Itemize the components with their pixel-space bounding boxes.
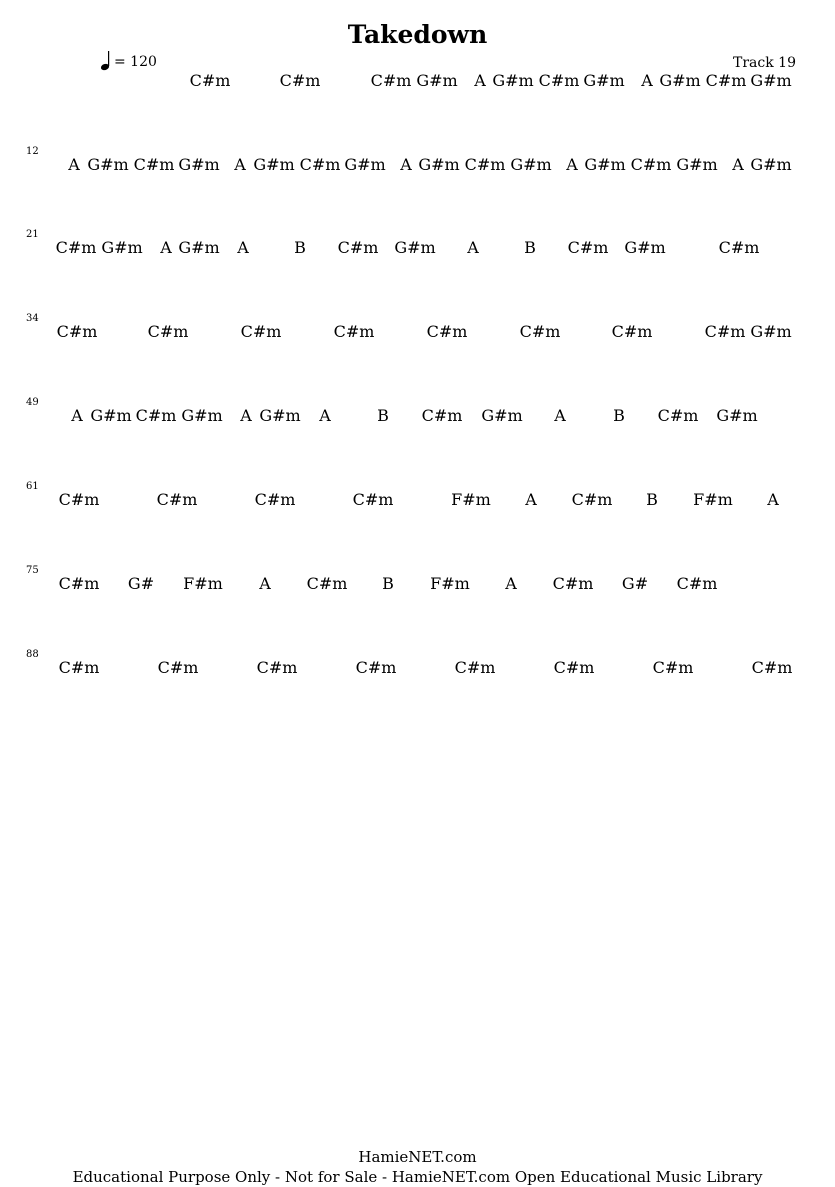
chord-symbol: G#m <box>510 155 552 174</box>
chord-symbol: C#m <box>156 490 198 509</box>
chord-symbol: C#m <box>751 658 793 677</box>
chord-symbol: C#m <box>704 322 746 341</box>
quarter-note-icon <box>100 50 114 72</box>
footer <box>0 1147 835 1187</box>
chord-symbol: C#m <box>58 658 100 677</box>
chord-symbol: A <box>505 574 517 593</box>
tempo-value: = 120 <box>114 54 157 70</box>
track-label: Track 19 <box>733 55 796 71</box>
chord-symbol: F#m <box>183 574 223 593</box>
chord-symbol: C#m <box>571 490 613 509</box>
chord-symbol: A <box>467 238 479 257</box>
chord-symbol: C#m <box>157 658 199 677</box>
chord-symbol: A <box>767 490 779 509</box>
chord-symbol: C#m <box>299 155 341 174</box>
chord-symbol: C#m <box>370 71 412 90</box>
chord-system <box>0 229 835 278</box>
chord-symbol: G#m <box>584 155 626 174</box>
chord-symbol: G#m <box>750 155 792 174</box>
chord-symbol: G#m <box>481 406 523 425</box>
chord-symbol: C#m <box>652 658 694 677</box>
chord-symbol: C#m <box>135 406 177 425</box>
chord-symbol: C#m <box>256 658 298 677</box>
measure-number: 49 <box>26 397 39 408</box>
chord-symbol: G#m <box>716 406 758 425</box>
chord-symbol: C#m <box>657 406 699 425</box>
chord-symbol: C#m <box>189 71 231 90</box>
chord-symbol: C#m <box>538 71 580 90</box>
chord-symbol: C#m <box>279 71 321 90</box>
chord-symbol: G#m <box>259 406 301 425</box>
chord-symbol: C#m <box>352 490 394 509</box>
chord-symbol: G# <box>127 574 155 593</box>
chord-symbol: G#m <box>253 155 295 174</box>
chord-symbol: G#m <box>101 238 143 257</box>
chord-symbol: G#m <box>344 155 386 174</box>
chord-symbol: C#m <box>56 322 98 341</box>
chord-symbol: C#m <box>553 658 595 677</box>
measure-number: 21 <box>26 229 39 240</box>
chord-symbol: A <box>259 574 271 593</box>
chord-symbol: B <box>524 238 536 257</box>
chord-symbol: B <box>613 406 625 425</box>
chord-system <box>0 71 835 111</box>
chord-symbol: G#m <box>750 322 792 341</box>
chord-symbol: C#m <box>552 574 594 593</box>
chord-symbol: C#m <box>306 574 348 593</box>
chord-symbol: G#m <box>416 71 458 90</box>
chord-symbol: C#m <box>337 238 379 257</box>
measure-number: 75 <box>26 565 39 576</box>
chord-symbol: A <box>400 155 412 174</box>
measure-number: 12 <box>26 146 39 157</box>
chord-system <box>0 146 835 195</box>
chord-system <box>0 397 835 446</box>
chord-symbol: G#m <box>659 71 701 90</box>
chord-symbol: G#m <box>418 155 460 174</box>
chord-symbol: C#m <box>630 155 672 174</box>
chord-symbol: G#m <box>87 155 129 174</box>
chord-symbol: A <box>525 490 537 509</box>
chord-symbol: G#m <box>624 238 666 257</box>
chord-symbol: B <box>294 238 306 257</box>
footer-site: HamieNET.com <box>358 1148 477 1166</box>
chord-symbol: C#m <box>55 238 97 257</box>
chord-symbol: C#m <box>426 322 468 341</box>
measure-number: 61 <box>26 481 39 492</box>
chord-symbol: G#m <box>750 71 792 90</box>
chord-symbol: C#m <box>333 322 375 341</box>
measure-number: 88 <box>26 649 39 660</box>
chord-symbol: C#m <box>58 574 100 593</box>
chord-symbol: B <box>382 574 394 593</box>
chord-symbol: C#m <box>58 490 100 509</box>
chord-symbol: C#m <box>147 322 189 341</box>
chord-symbol: A <box>566 155 578 174</box>
chord-symbol: G#m <box>181 406 223 425</box>
chord-system <box>0 481 835 530</box>
footer-notice: Educational Purpose Only - Not for Sale - HamieNET.com Open Educational Music Library <box>72 1168 763 1186</box>
chord-symbol: C#m <box>464 155 506 174</box>
chord-symbol: C#m <box>519 322 561 341</box>
chord-symbol: A <box>474 71 486 90</box>
chord-symbol: A <box>160 238 172 257</box>
song-title: Takedown <box>347 20 488 49</box>
chord-symbol: G#m <box>90 406 132 425</box>
chord-symbol: G#m <box>178 155 220 174</box>
chord-symbol: A <box>554 406 566 425</box>
measure-number: 34 <box>26 313 39 324</box>
chord-symbol: F#m <box>430 574 470 593</box>
chord-symbol: F#m <box>451 490 491 509</box>
chord-symbol: B <box>646 490 658 509</box>
chord-symbol: A <box>319 406 331 425</box>
chord-symbol: C#m <box>254 490 296 509</box>
chord-symbol: G#m <box>676 155 718 174</box>
chord-system <box>0 649 835 698</box>
chord-symbol: G#m <box>583 71 625 90</box>
chord-symbol: C#m <box>454 658 496 677</box>
chord-symbol: C#m <box>240 322 282 341</box>
chord-symbol: A <box>71 406 83 425</box>
chord-symbol: C#m <box>133 155 175 174</box>
chord-symbol: A <box>732 155 744 174</box>
chord-symbol: B <box>377 406 389 425</box>
chord-symbol: A <box>240 406 252 425</box>
chord-symbol: C#m <box>611 322 653 341</box>
chord-symbol: A <box>641 71 653 90</box>
chord-system <box>0 313 835 362</box>
chord-symbol: C#m <box>355 658 397 677</box>
chord-symbol: A <box>237 238 249 257</box>
chord-symbol: C#m <box>567 238 609 257</box>
chord-system <box>0 565 835 614</box>
chord-symbol: C#m <box>676 574 718 593</box>
chord-symbol: A <box>68 155 80 174</box>
chord-symbol: G#m <box>394 238 436 257</box>
chord-symbol: C#m <box>421 406 463 425</box>
chord-symbol: G#m <box>178 238 220 257</box>
chord-symbol: F#m <box>693 490 733 509</box>
chord-symbol: C#m <box>705 71 747 90</box>
chord-symbol: A <box>234 155 246 174</box>
chord-symbol: C#m <box>718 238 760 257</box>
chord-symbol: G# <box>621 574 649 593</box>
chord-symbol: G#m <box>492 71 534 90</box>
